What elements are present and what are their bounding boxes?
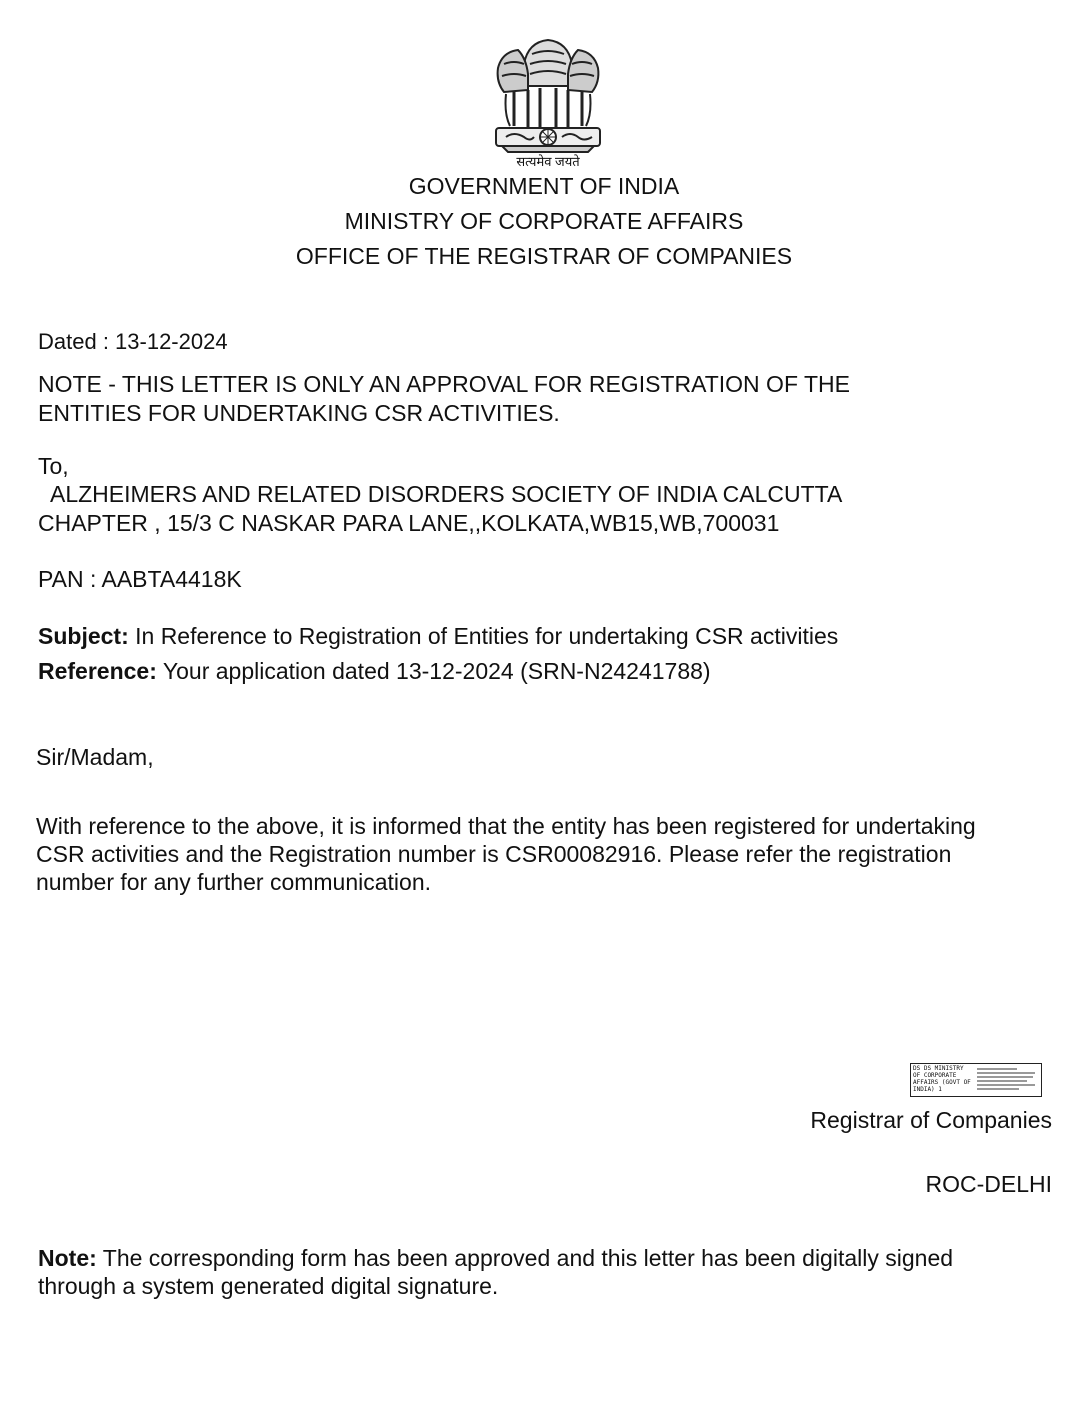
greeting: Sir/Madam, [36,744,154,770]
body-line-3: number for any further communication. [36,869,432,895]
reference-line [38,657,711,685]
subject-label: Subject: [38,623,129,649]
recipient-line-2: CHAPTER , 15/3 C NASKAR PARA LANE,,KOLKATA,WB15,WB,700031 [38,510,780,536]
approval-note-line-2: ENTITIES FOR UNDERTAKING CSR ACTIVITIES. [38,400,560,426]
footer-note-line-2: through a system generated digital signature. [38,1273,499,1299]
recipient-line-1: ALZHEIMERS AND RELATED DISORDERS SOCIETY OF INDIA CALCUTTA [50,481,843,507]
footer-note-label: Note: [38,1245,97,1271]
dated-line: Dated : 13-12-2024 [38,329,228,354]
subject-line [38,622,838,650]
signatory-title: Registrar of Companies [810,1107,1052,1133]
footer-note-line-1 [38,1244,953,1272]
approval-note-line-1: NOTE - THIS LETTER IS ONLY AN APPROVAL FOR REGISTRATION OF THE [38,371,850,397]
body-line-2: CSR activities and the Registration number is CSR00082916. Please refer the registration [36,841,952,867]
header-government: GOVERNMENT OF INDIA [408,173,680,199]
signatory-office: ROC-DELHI [925,1171,1052,1197]
reference-text: Your application dated 13-12-2024 (SRN-N24241788) [162,658,711,684]
emblem-motto: सत्यमेव जयते [516,154,580,169]
signature-details-icon [977,1066,1039,1094]
footer-note-text-1: The corresponding form has been approved and this letter has been digitally signed [102,1245,954,1271]
body-line-1: With reference to the above, it is informed that the entity has been registered for undertaking [36,813,976,839]
digital-signature-stamp [910,1063,1042,1097]
signature-stamp-text: DS DS MINISTRY OF CORPORATE AFFAIRS (GOVT OF INDIA) 1 [913,1065,971,1093]
header-office: OFFICE OF THE REGISTRAR OF COMPANIES [295,243,793,269]
to-label: To, [38,453,69,479]
pan-line: PAN : AABTA4418K [38,566,242,592]
reference-label: Reference: [38,658,157,684]
national-emblem-icon [484,34,612,164]
subject-text: In Reference to Registration of Entities for undertaking CSR activities [135,623,839,649]
header-ministry: MINISTRY OF CORPORATE AFFAIRS [344,208,744,234]
